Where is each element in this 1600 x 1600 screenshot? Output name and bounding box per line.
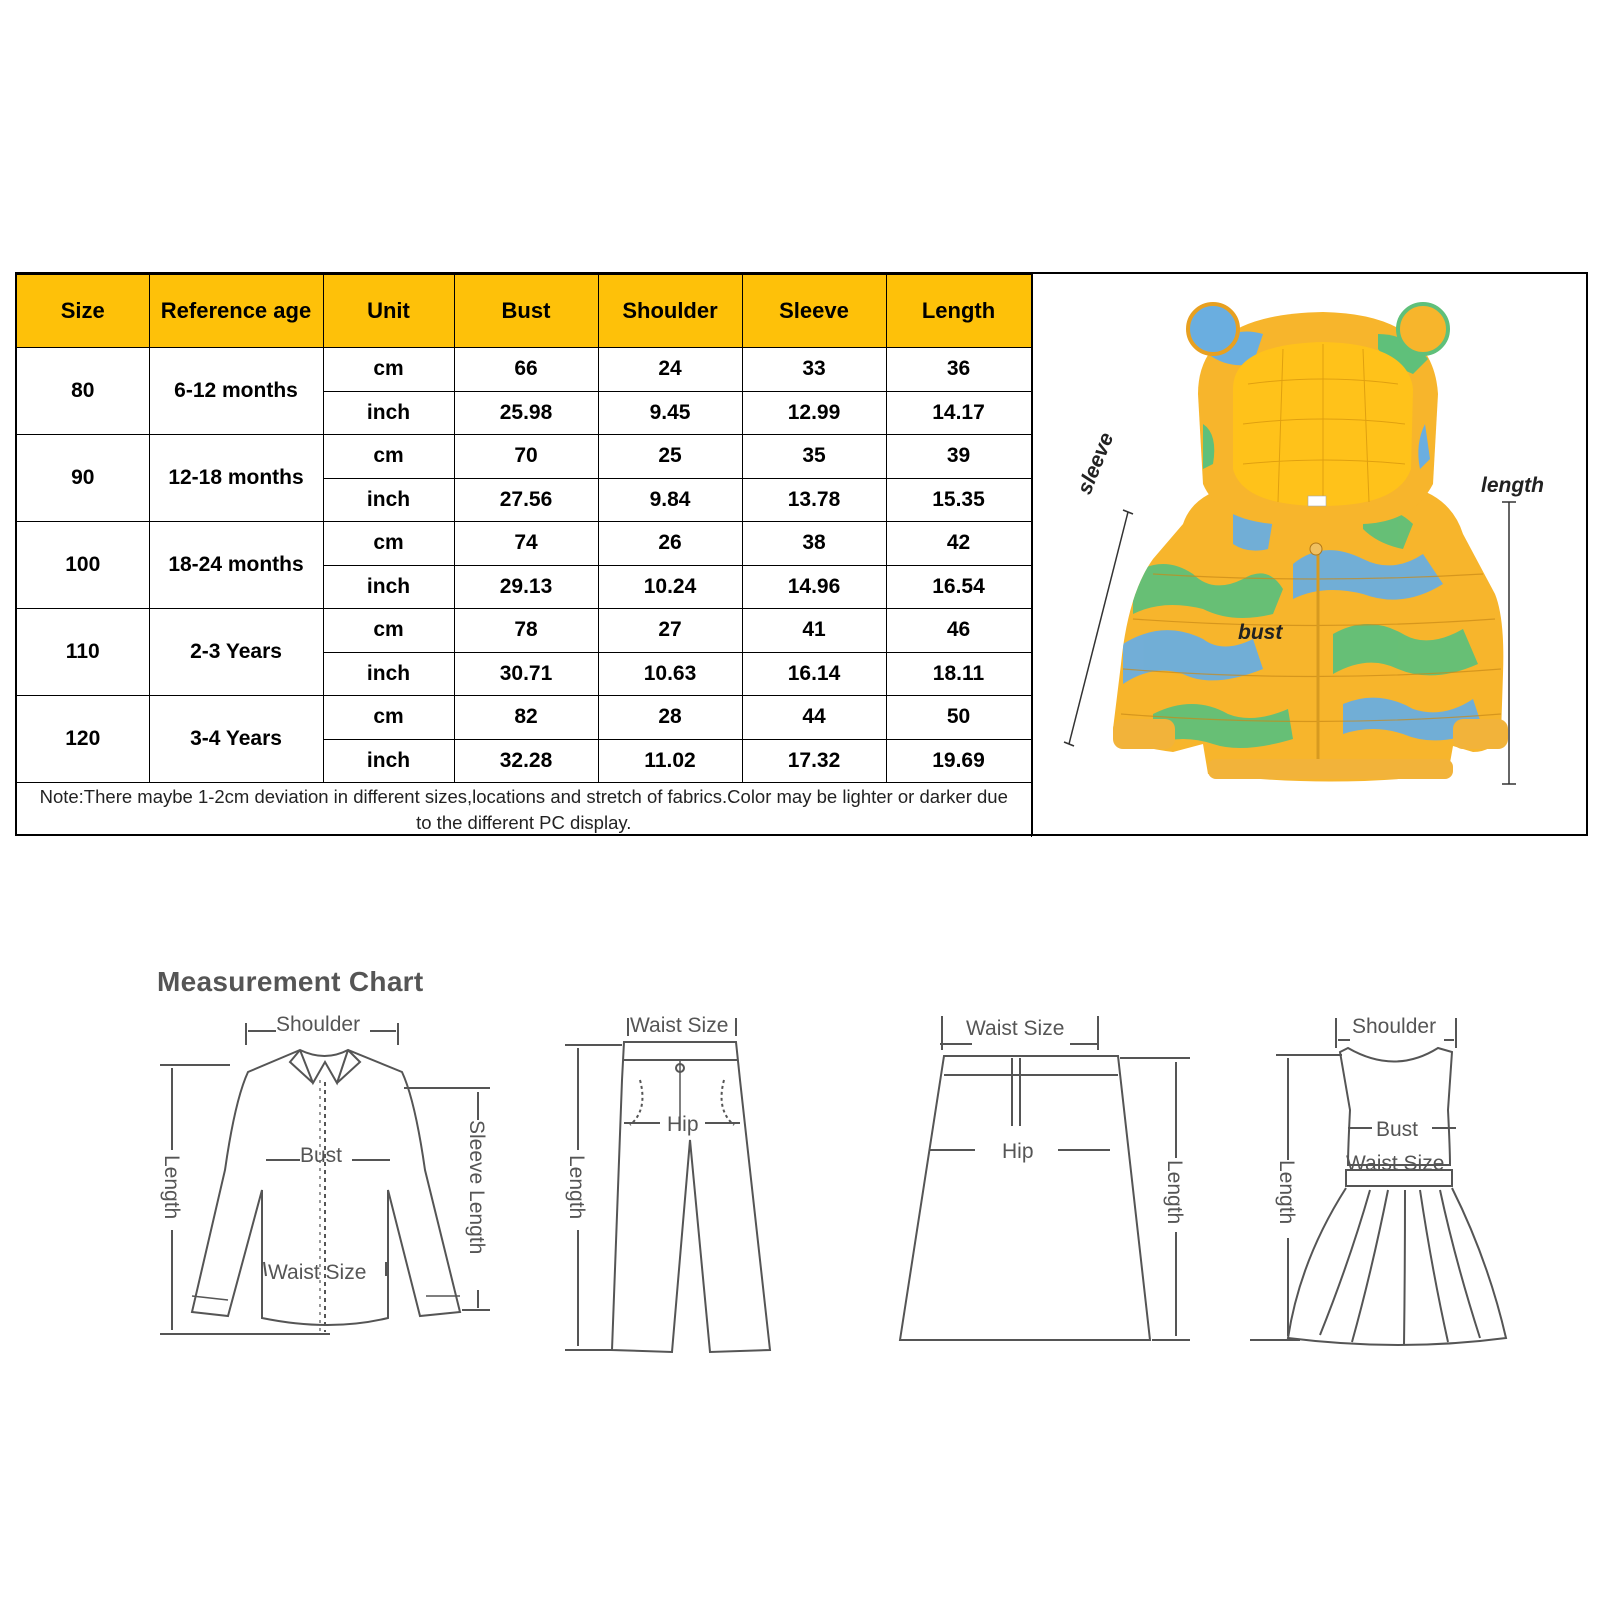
shoulder-cell: 25 bbox=[598, 435, 742, 479]
header-size: Size bbox=[17, 275, 149, 348]
puffer-jacket-illustration bbox=[1033, 274, 1586, 834]
reference-age-cell: 6-12 months bbox=[149, 348, 323, 435]
shoulder-cell: 26 bbox=[598, 522, 742, 566]
bust-cell: 25.98 bbox=[454, 391, 598, 435]
unit-cell: inch bbox=[323, 478, 454, 522]
length-cell: 39 bbox=[886, 435, 1031, 479]
bust-cell: 74 bbox=[454, 522, 598, 566]
ear-right bbox=[1398, 304, 1448, 354]
length-label: length bbox=[1481, 474, 1544, 497]
ear-left bbox=[1188, 304, 1238, 354]
note-row bbox=[17, 783, 1031, 838]
shoulder-cell: 24 bbox=[598, 348, 742, 392]
sleeve-cell: 35 bbox=[742, 435, 886, 479]
skirt-hip-label: Hip bbox=[1002, 1140, 1034, 1163]
length-cell: 16.54 bbox=[886, 565, 1031, 609]
unit-cell: cm bbox=[323, 522, 454, 566]
shoulder-cell: 9.45 bbox=[598, 391, 742, 435]
dress-waist-label: Waist Size bbox=[1346, 1152, 1445, 1175]
table-header-row bbox=[17, 275, 1031, 348]
header-bust: Bust bbox=[454, 275, 598, 348]
size-table bbox=[17, 274, 1032, 837]
jacket-photo bbox=[1031, 274, 1586, 834]
skirt-waist-label: Waist Size bbox=[966, 1017, 1065, 1040]
shirt-sleeve-length-label: Sleeve Length bbox=[465, 1120, 488, 1255]
bust-cell: 82 bbox=[454, 696, 598, 740]
sleeve-label: sleeve bbox=[1073, 429, 1119, 498]
header-length: Length bbox=[886, 275, 1031, 348]
length-cell: 15.35 bbox=[886, 478, 1031, 522]
table-row bbox=[17, 348, 1031, 392]
header-reference-age: Reference age bbox=[149, 275, 323, 348]
size-cell: 120 bbox=[17, 696, 149, 783]
bust-cell: 70 bbox=[454, 435, 598, 479]
length-cell: 50 bbox=[886, 696, 1031, 740]
reference-age-cell: 18-24 months bbox=[149, 522, 323, 609]
size-cell: 80 bbox=[17, 348, 149, 435]
length-cell: 19.69 bbox=[886, 739, 1031, 783]
shirt-diagram bbox=[160, 1023, 490, 1334]
shoulder-cell: 10.24 bbox=[598, 565, 742, 609]
unit-cell: cm bbox=[323, 609, 454, 653]
measurement-chart-title: Measurement Chart bbox=[157, 966, 424, 997]
sleeve-cell: 14.96 bbox=[742, 565, 886, 609]
bust-cell: 78 bbox=[454, 609, 598, 653]
measurement-diagrams bbox=[0, 990, 1600, 1370]
sleeve-cell: 16.14 bbox=[742, 652, 886, 696]
skirt-length-label: Length bbox=[1163, 1160, 1186, 1225]
shirt-length-label: Length bbox=[160, 1155, 183, 1220]
header-shoulder: Shoulder bbox=[598, 275, 742, 348]
shoulder-cell: 9.84 bbox=[598, 478, 742, 522]
unit-cell: cm bbox=[323, 348, 454, 392]
header-unit: Unit bbox=[323, 275, 454, 348]
table-row bbox=[17, 522, 1031, 566]
sleeve-cell: 12.99 bbox=[742, 391, 886, 435]
bust-label: bust bbox=[1238, 621, 1283, 644]
length-cell: 14.17 bbox=[886, 391, 1031, 435]
bust-cell: 66 bbox=[454, 348, 598, 392]
pants-waist-label: Waist Size bbox=[630, 1014, 729, 1037]
unit-cell: cm bbox=[323, 435, 454, 479]
pants-hip-label: Hip bbox=[667, 1113, 699, 1136]
reference-age-cell: 2-3 Years bbox=[149, 609, 323, 696]
sleeve-cell: 41 bbox=[742, 609, 886, 653]
sleeve-cell: 33 bbox=[742, 348, 886, 392]
size-cell: 90 bbox=[17, 435, 149, 522]
length-cell: 46 bbox=[886, 609, 1031, 653]
sleeve-cell: 13.78 bbox=[742, 478, 886, 522]
reference-age-cell: 3-4 Years bbox=[149, 696, 323, 783]
dress-length-label: Length bbox=[1275, 1160, 1298, 1225]
note-text: Note:There maybe 1-2cm deviation in different sizes,locations and stretch of fabrics.Color may be lighter or darker due to the different PC display. bbox=[17, 783, 1031, 838]
shoulder-cell: 10.63 bbox=[598, 652, 742, 696]
shirt-bust-label: Bust bbox=[300, 1144, 343, 1167]
dress-bust-label: Bust bbox=[1376, 1118, 1419, 1141]
unit-cell: inch bbox=[323, 652, 454, 696]
shoulder-cell: 11.02 bbox=[598, 739, 742, 783]
shirt-waist-label: Waist Size bbox=[268, 1261, 367, 1284]
sleeve-cell: 17.32 bbox=[742, 739, 886, 783]
size-chart-panel bbox=[15, 272, 1588, 836]
length-cell: 18.11 bbox=[886, 652, 1031, 696]
dress-shoulder-label: Shoulder bbox=[1352, 1015, 1437, 1038]
table-row bbox=[17, 696, 1031, 740]
bust-cell: 30.71 bbox=[454, 652, 598, 696]
size-cell: 110 bbox=[17, 609, 149, 696]
bust-cell: 27.56 bbox=[454, 478, 598, 522]
reference-age-cell: 12-18 months bbox=[149, 435, 323, 522]
shoulder-cell: 27 bbox=[598, 609, 742, 653]
header-sleeve: Sleeve bbox=[742, 275, 886, 348]
unit-cell: inch bbox=[323, 739, 454, 783]
shoulder-cell: 28 bbox=[598, 696, 742, 740]
length-cell: 42 bbox=[886, 522, 1031, 566]
table-row bbox=[17, 609, 1031, 653]
bust-cell: 29.13 bbox=[454, 565, 598, 609]
unit-cell: cm bbox=[323, 696, 454, 740]
sleeve-cell: 44 bbox=[742, 696, 886, 740]
sleeve-cell: 38 bbox=[742, 522, 886, 566]
shirt-shoulder-label: Shoulder bbox=[276, 1013, 361, 1036]
skirt-diagram bbox=[900, 1016, 1190, 1340]
bust-cell: 32.28 bbox=[454, 739, 598, 783]
unit-cell: inch bbox=[323, 565, 454, 609]
unit-cell: inch bbox=[323, 391, 454, 435]
length-cell: 36 bbox=[886, 348, 1031, 392]
size-cell: 100 bbox=[17, 522, 149, 609]
pants-diagram bbox=[565, 1018, 770, 1352]
pants-length-label: Length bbox=[565, 1155, 588, 1220]
table-row bbox=[17, 435, 1031, 479]
